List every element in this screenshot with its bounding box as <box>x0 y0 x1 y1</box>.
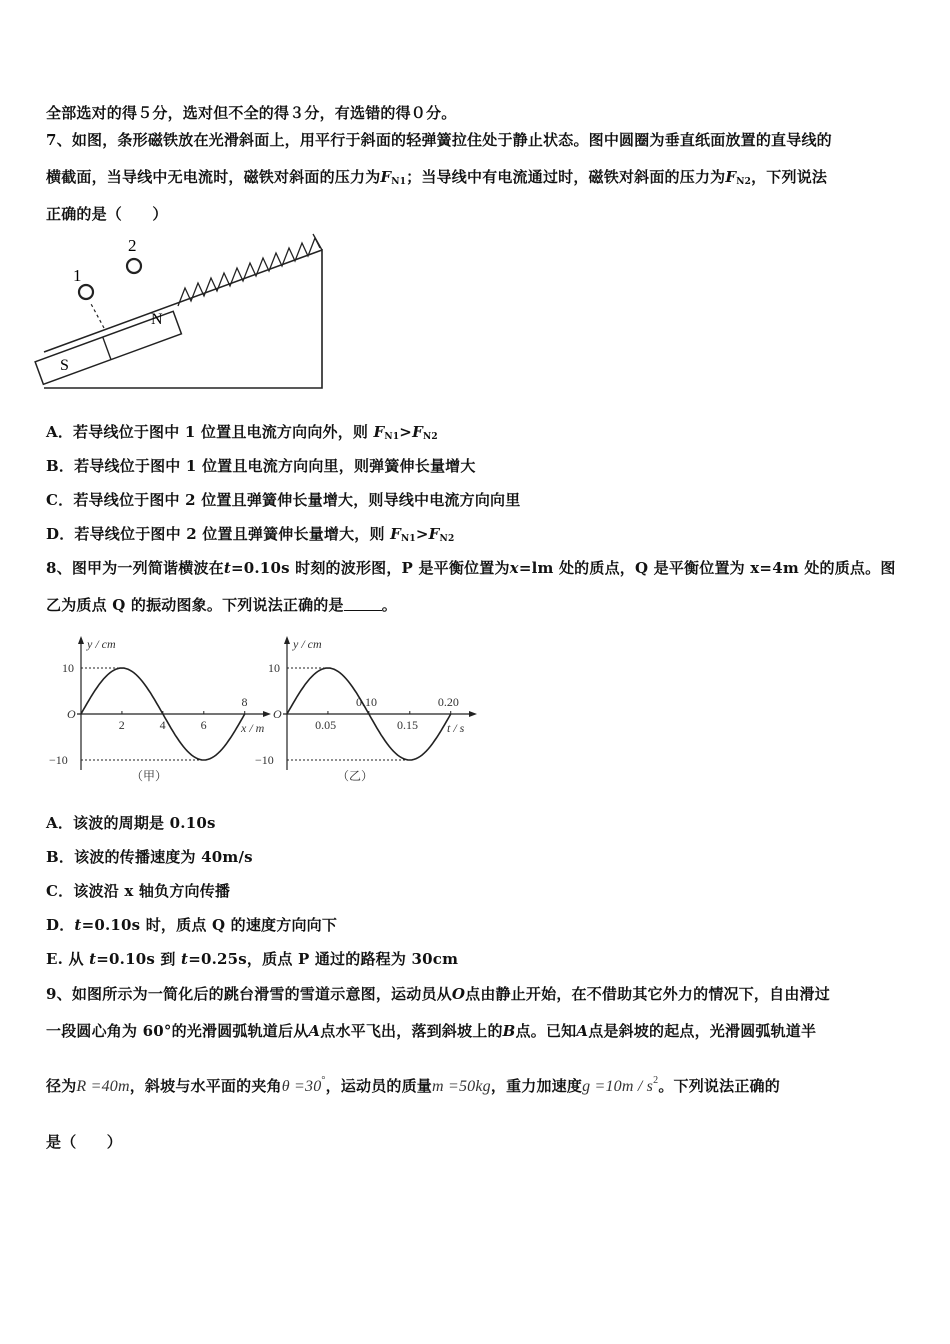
wire-position-1 <box>79 285 93 299</box>
q7-option-b[interactable]: B．若导线位于图中 1 位置且电流方向向里，则弹簧伸长量增大 <box>46 457 476 475</box>
label-s-pole: S <box>60 357 69 374</box>
q8-option-a[interactable]: A．该波的周期是 0.10s <box>46 814 216 832</box>
x-tick-label: 0.05 <box>315 718 337 732</box>
origin-label: O <box>273 707 282 721</box>
q8-option-b[interactable]: B．该波的传播速度为 40m/s <box>46 848 253 866</box>
y-tick-label: 10 <box>268 661 280 675</box>
q7-stem-line3: 正确的是（ ） <box>46 205 168 223</box>
y-tick-label: −10 <box>49 753 68 767</box>
y-axis-arrow <box>284 636 290 644</box>
y-axis-label: y / cm <box>87 637 116 651</box>
wave-form-chart <box>44 632 274 787</box>
q7-option-d[interactable]: D．若导线位于图中 2 位置且弹簧伸长量增大，则 $F_{N1}>F_{N2}$ <box>46 525 455 544</box>
wire-position-2 <box>127 259 141 273</box>
q7-magnet-incline-figure <box>40 228 330 392</box>
q9-stem-line1: 9、如图所示为一简化后的跳台滑雪的雪道示意图，运动员从O点由静止开始，在不借助其它外力的情况下，自由滑过 <box>46 985 830 1003</box>
q7-stem-line2: 横截面，当导线中无电流时，磁铁对斜面的压力为$F_{N1}$；当导线中有电流通过时，磁铁对斜面的压力为$F_{N2}$，下列说法 <box>46 168 828 187</box>
q8-stem-line1: 8、图甲为一列简谐横波在t=0.10s 时刻的波形图，P 是平衡位置为x=lm 处的质点，Q 是平衡位置为 x=4m 处的质点。图 <box>46 559 896 577</box>
q8-option-c[interactable]: C．该波沿 x 轴负方向传播 <box>46 882 231 900</box>
x-axis-label: t / s <box>447 721 465 735</box>
q9-stem-line2: 一段圆心角为 60°的光滑圆弧轨道后从A点水平飞出，落到斜坡上的B点。已知A点是斜坡的起点，光滑圆弧轨道半 <box>46 1022 817 1040</box>
x-axis-label: x / m <box>241 721 265 735</box>
label-2: 2 <box>128 236 137 255</box>
chart-caption: （甲） <box>131 769 168 783</box>
label-1: 1 <box>73 266 82 285</box>
x-tick-label: 0.15 <box>396 718 418 732</box>
vibration-chart <box>255 632 477 787</box>
y-axis-arrow <box>78 636 84 644</box>
instruction-text: 全部选对的得５分，选对但不全的得３分，有选错的得０分。 <box>46 104 457 122</box>
x-tick-label: 8 <box>241 695 248 709</box>
q8-option-d[interactable]: D．t=0.10s 时，质点 Q 的速度方向向下 <box>46 916 338 934</box>
x-tick-label: 6 <box>200 718 207 732</box>
q7-stem-line1: 7、如图，条形磁铁放在光滑斜面上，用平行于斜面的轻弹簧拉住处于静止状态。图中圆圈为垂直纸面放置的直导线的 <box>46 131 832 149</box>
y-tick-label: −10 <box>255 753 274 767</box>
x-tick-label: 0.10 <box>356 695 378 709</box>
x-tick-label: 2 <box>118 718 125 732</box>
q7-option-c[interactable]: C．若导线位于图中 2 位置且弹簧伸长量增大，则导线中电流方向向里 <box>46 491 521 509</box>
q9-stem-line3: 径为R =40m，斜坡与水平面的夹角θ =30°，运动员的质量m =50kg，重力加速度$g =10m / s^2$。下列说法正确的 <box>46 1075 780 1095</box>
q9-stem-line4: 是（ ） <box>46 1133 123 1151</box>
q7-option-a[interactable]: A．若导线位于图中 1 位置且电流方向向外，则 $F_{N1}>F_{N2}$ <box>46 423 438 442</box>
origin-label: O <box>67 707 76 721</box>
answer-blank[interactable] <box>344 596 382 611</box>
q8-option-e[interactable]: E. 从 t=0.10s 到 t=0.25s，质点 P 通过的路程为 30cm <box>46 950 459 968</box>
y-axis-label: y / cm <box>293 637 322 651</box>
q8-stem-line2: 乙为质点 Q 的振动图象。下列说法正确的是 。 <box>46 596 397 614</box>
x-tick-label: 0.20 <box>437 695 459 709</box>
x-tick-label: 4 <box>159 718 166 732</box>
label-n-pole: N <box>151 311 163 328</box>
y-tick-label: 10 <box>62 661 74 675</box>
x-axis-arrow <box>469 711 477 717</box>
chart-caption: （乙） <box>337 769 374 783</box>
